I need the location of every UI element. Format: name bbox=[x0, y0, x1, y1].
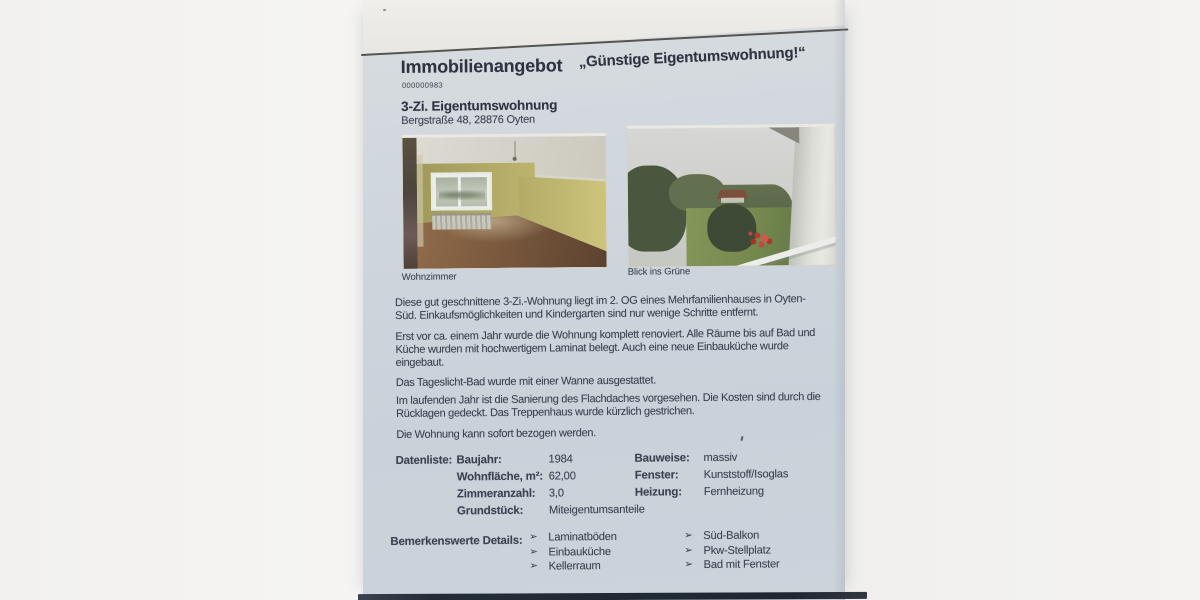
paragraph bbox=[395, 327, 843, 371]
paragraph-line: Rücklagen gedeckt. Das Treppenhaus wurde kürzlich gestrichen. bbox=[396, 405, 695, 421]
room-curtain-edge bbox=[417, 155, 424, 247]
room-left-shadow bbox=[402, 138, 417, 269]
field-label-bauweise: Bauweise: bbox=[634, 452, 690, 465]
detail-item: Kellerraum bbox=[548, 560, 601, 573]
paragraph-line: Süd. Einkaufsmöglichkeiten und Kindergarten sind nur wenige Schritte entfernt. bbox=[395, 306, 759, 323]
bullet-arrow-icon: ➢ bbox=[529, 546, 538, 558]
paragraph bbox=[395, 293, 843, 324]
room-window bbox=[431, 172, 492, 211]
detail-item: Laminatböden bbox=[548, 530, 617, 544]
paragraph bbox=[396, 425, 844, 443]
field-value-baujahr: 1984 bbox=[548, 453, 573, 466]
photo-caption-wohnzimmer: Wohnzimmer bbox=[401, 271, 457, 283]
paragraph-line: eingebaut. bbox=[395, 356, 445, 370]
field-label-heizung: Heizung: bbox=[634, 486, 682, 499]
field-value-heizung: Fernheizung bbox=[703, 485, 764, 499]
field-label-grundstueck: Grundstück: bbox=[456, 504, 524, 518]
document-content bbox=[360, 0, 848, 600]
field-value-grundstueck: Miteigentumsanteile bbox=[548, 503, 645, 517]
headline-quote: „Günstige Eigentumswohnung!“ bbox=[578, 44, 806, 71]
bullet-arrow-icon: ➢ bbox=[529, 531, 538, 543]
paragraph bbox=[396, 373, 844, 391]
paragraph-line: Das Tageslicht-Bad wurde mit einer Wanne ausgestattet. bbox=[395, 374, 657, 390]
bush-center bbox=[707, 203, 757, 252]
datenliste-label: Datenliste: bbox=[395, 454, 453, 468]
field-label-zimmeranzahl: Zimmeranzahl: bbox=[456, 487, 536, 501]
paragraph-line: Erst vor ca. einem Jahr wurde die Wohnung komplett renoviert. Alle Räume bis auf Bad und bbox=[395, 326, 816, 344]
bullet-arrow-icon: ➢ bbox=[684, 530, 693, 542]
bullet-arrow-icon: ➢ bbox=[684, 559, 693, 571]
details-label: Bemerkenswerte Details: bbox=[390, 534, 523, 549]
paragraph bbox=[396, 391, 844, 422]
listing-title: 3-Zi. Eigentumswohnung bbox=[401, 97, 558, 114]
field-label-wohnflaeche: Wohnfläche, m²: bbox=[456, 470, 543, 484]
ceiling-lamp-cord bbox=[514, 141, 515, 158]
scan-bottom-bar bbox=[358, 592, 867, 600]
bullet-arrow-icon: ➢ bbox=[684, 545, 693, 557]
photo-wohnzimmer bbox=[401, 133, 607, 270]
paragraph-line: Im laufenden Jahr ist die Sanierung des Flachdaches vorgesehen. Die Kosten sind durch die bbox=[395, 390, 821, 408]
flower-cluster bbox=[748, 231, 752, 235]
photo-blick-ins-gruene bbox=[626, 124, 836, 268]
field-label-fenster: Fenster: bbox=[634, 469, 679, 482]
paragraph-line: Die Wohnung kann sofort bezogen werden. bbox=[396, 427, 597, 441]
field-value-bauweise: massiv bbox=[703, 451, 738, 465]
detail-item: Bad mit Fenster bbox=[703, 558, 780, 572]
field-value-zimmeranzahl: 3,0 bbox=[548, 487, 564, 500]
ceiling-lamp-bulb bbox=[512, 157, 516, 161]
room-radiator bbox=[433, 213, 492, 230]
photo-caption-blick: Blick ins Grüne bbox=[627, 266, 691, 278]
field-value-wohnflaeche: 62,00 bbox=[548, 470, 576, 483]
field-label-baujahr: Baujahr: bbox=[456, 453, 502, 467]
doc-number: 000000983 bbox=[401, 80, 444, 90]
detail-item: Süd-Balkon bbox=[703, 529, 760, 543]
window-tree-view bbox=[439, 189, 485, 201]
detail-item: Einbauküche bbox=[548, 545, 611, 559]
house-wall bbox=[721, 198, 744, 202]
paragraph-line: Diese gut geschnittene 3-Zi.-Wohnung liegt im 2. OG eines Mehrfamilienhauses in Oyten- bbox=[394, 293, 806, 310]
field-value-fenster: Kunststoff/Isoglas bbox=[703, 468, 789, 482]
doc-title: Immobilienangebot bbox=[400, 55, 563, 77]
paragraph-line: Küche wurden mit hochwertigem Laminat belegt. Auch eine neue Einbauküche wurde bbox=[395, 340, 789, 357]
listing-address: Bergstraße 48, 28876 Oyten bbox=[401, 113, 535, 127]
scanned-document bbox=[363, 0, 845, 600]
detail-item: Pkw-Stellplatz bbox=[703, 544, 771, 558]
bullet-arrow-icon: ➢ bbox=[529, 560, 538, 572]
